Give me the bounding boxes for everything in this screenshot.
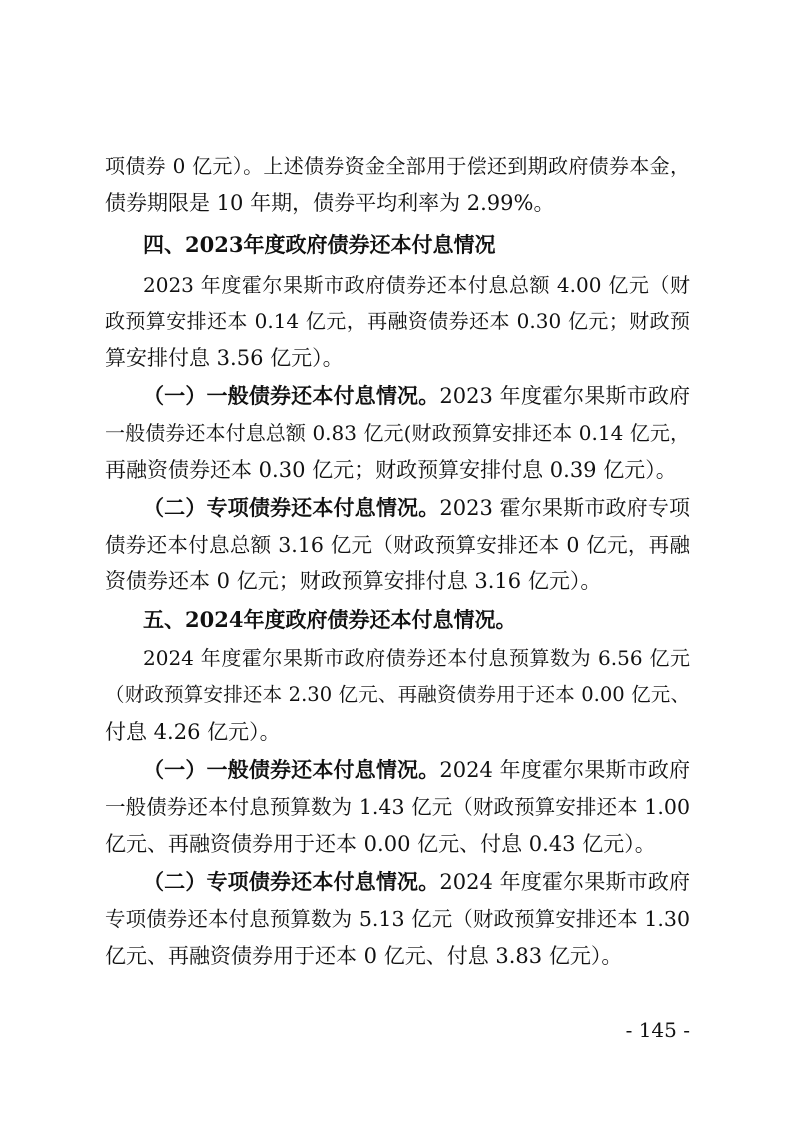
paragraph-line: 项债券 0 亿元）。上述债券资金全部用于偿还到期政府债券本金， — [105, 154, 690, 178]
subsection-paragraph-line: （一）一般债券还本付息情况。2024 年度霍尔果斯市政府 — [143, 757, 690, 782]
paragraph-line: 2023 年度霍尔果斯市政府债券还本付息总额 4.00 亿元（财 — [143, 273, 690, 297]
subsection-heading: （一）一般债券还本付息情况。 — [143, 757, 440, 782]
paragraph-line: 一般债券还本付息预算数为 1.43 亿元（财政预算安排还本 1.00 — [105, 795, 690, 819]
paragraph-line: （财政预算安排还本 2.30 亿元、再融资债券用于还本 0.00 亿元、 — [105, 683, 690, 706]
subsection-paragraph-line: （一）一般债券还本付息情况。2023 年度霍尔果斯市政府 — [143, 383, 690, 408]
paragraph-line: 资债券还本 0 亿元；财政预算安排付息 3.16 亿元）。 — [105, 569, 602, 593]
paragraph-line: 再融资债券还本 0.30 亿元；财政预算安排付息 0.39 亿元）。 — [105, 458, 677, 482]
subsection-heading: （二）专项债券还本付息情况。 — [143, 869, 440, 894]
subsection-paragraph-line: （二）专项债券还本付息情况。2023 霍尔果斯市政府专项 — [143, 495, 690, 520]
paragraph-line: 亿元、再融资债券用于还本 0 亿元、付息 3.83 亿元）。 — [105, 944, 623, 968]
paragraph-line: 债券还本付息总额 3.16 亿元（财政预算安排还本 0 亿元，再融 — [105, 533, 690, 557]
subsection-heading: （二）专项债券还本付息情况。 — [143, 495, 440, 520]
paragraph-line: 亿元、再融资债券用于还本 0.00 亿元、付息 0.43 亿元）。 — [105, 832, 656, 856]
paragraph-line: 专项债券还本付息预算数为 5.13 亿元（财政预算安排还本 1.30 — [105, 907, 690, 931]
subsection-heading: （一）一般债券还本付息情况。 — [143, 383, 440, 408]
paragraph-line: 一般债券还本付息总额 0.83 亿元(财政预算安排还本 0.14 亿元， — [105, 421, 690, 445]
section-heading-4: 四、2023年度政府债券还本付息情况 — [143, 232, 496, 257]
subsection-paragraph-line: （二）专项债券还本付息情况。2024 年度霍尔果斯市政府 — [143, 869, 690, 894]
paragraph-line: 2024 年度霍尔果斯市政府债券还本付息预算数为 6.56 亿元 — [143, 646, 690, 670]
paragraph-line: 债券期限是 10 年期，债券平均利率为 2.99%。 — [105, 191, 555, 215]
paragraph-line: 付息 4.26 亿元）。 — [105, 720, 281, 744]
section-heading-5: 五、2024年度政府债券还本付息情况。 — [143, 607, 517, 632]
paragraph-line: 算安排付息 3.56 亿元）。 — [105, 346, 344, 370]
paragraph-line: 政预算安排还本 0.14 亿元，再融资债券还本 0.30 亿元；财政预 — [105, 309, 690, 333]
page-number: - 145 - — [625, 1018, 690, 1042]
